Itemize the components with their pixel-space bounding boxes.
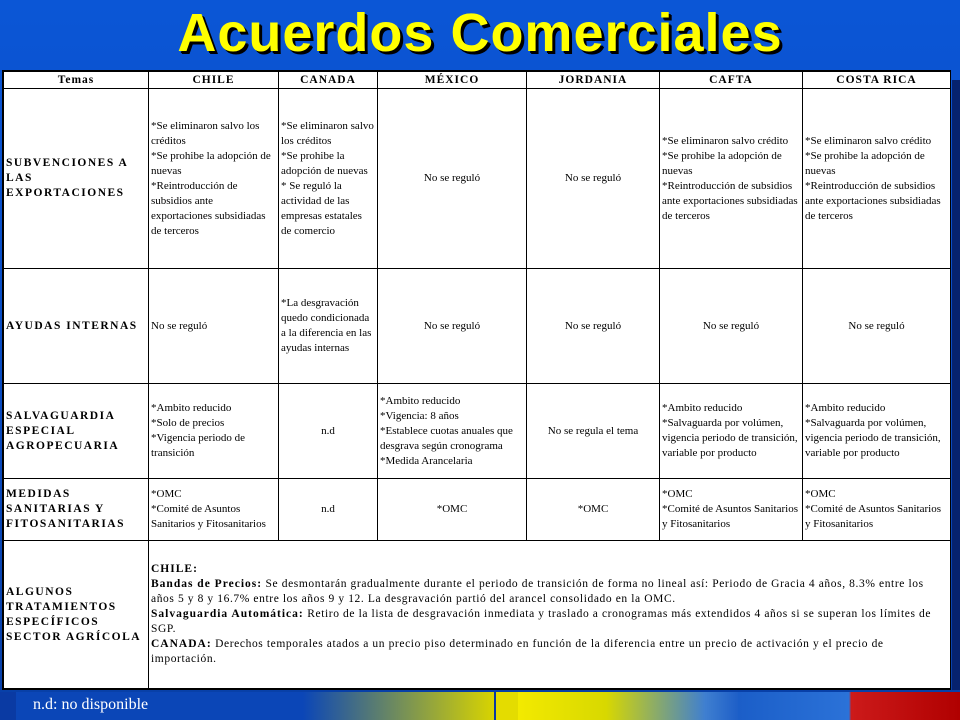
table-cell: No se reguló [149,269,279,384]
table-cell: *Ambito reducido *Salvaguarda por volúmen, vigencia periodo de transición, variable por producto [803,384,951,479]
table-cell: *Se eliminaron salvo los créditos *Se prohibe la adopción de nuevas *Reintroducción de subsidios ante exportaciones subsidiadas de terceros [149,89,279,269]
table-row [4,89,951,269]
row-topic: ALGUNOS TRATAMIENTOS ESPECÍFICOS SECTOR AGRÍCOLA [4,541,149,689]
table-cell: *OMC *Comité de Asuntos Sanitarios y Fitosanitarios [660,479,803,541]
table-cell: *OMC *Comité de Asuntos Sanitarios y Fitosanitarios [803,479,951,541]
table-row [4,384,951,479]
table-cell: *Ambito reducido *Solo de precios *Vigencia periodo de transición [149,384,279,479]
slide-title: Acuerdos Comerciales [177,3,783,63]
right-decor-bar [952,80,960,690]
canada-text: Derechos temporales atados a un precio piso determinado en función de la diferencia entre un precio de activación y el precio de importación. [151,638,884,665]
table-cell: *Se eliminaron salvo crédito *Se prohibe la adopción de nuevas *Reintroducción de subsidios ante exportaciones subsidiadas de terceros [660,89,803,269]
row-topic: AYUDAS INTERNAS [4,269,149,384]
table-row [4,269,951,384]
table-cell: *OMC [527,479,660,541]
header-costa-rica: COSTA RICA [803,72,951,89]
table-cell: No se reguló [378,269,527,384]
table-cell: *La desgravación quedo condicionada a la diferencia en las ayudas internas [279,269,378,384]
header-jordania: JORDANIA [527,72,660,89]
header-mexico: MÉXICO [378,72,527,89]
table-cell: n.d [279,384,378,479]
comparison-table [3,71,951,689]
bandas-text: Se desmontarán gradualmente durante el periodo de transición de forma no lineal así: Periodo de Gracia 4 años, 8.3% entre los años 5 y 8 y 16.7% entre los años 9 y 12. La desgravación partió del arancel consolidado en la OMC. [151,578,924,605]
table-cell: *Ambito reducido *Vigencia: 8 años *Establece cuotas anuales que desgrava según cronograma *Medida Arancelaria [378,384,527,479]
table-cell: No se reguló [660,269,803,384]
table-cell: *Ambito reducido *Salvaguarda por volúmen, vigencia periodo de transición, variable por producto [660,384,803,479]
table-cell: n.d [279,479,378,541]
bandas-label: Bandas de Precios: [151,578,263,590]
special-treatment-cell [149,541,951,689]
table-cell: No se reguló [527,269,660,384]
salvaguardia-text: Retiro de la lista de desgravación inmediata y traslado a cronogramas más extendidos 4 años si se superan los límites de SGP. [151,608,932,635]
header-canada: CANADA [279,72,378,89]
table-cell: No se regula el tema [527,384,660,479]
footnote: n.d: no disponible [33,696,149,713]
row-topic: SUBVENCIONES A LAS EXPORTACIONES [4,89,149,269]
row-topic: SALVAGUARDIA ESPECIAL AGROPECUARIA [4,384,149,479]
table-cell: *Se eliminaron salvo crédito *Se prohibe la adopción de nuevas *Reintroducción de subsidios ante exportaciones subsidiadas de terceros [803,89,951,269]
header-chile: CHILE [149,72,279,89]
table-cell: *OMC *Comité de Asuntos Sanitarios y Fitosanitarios [149,479,279,541]
canada-label: CANADA: [151,638,212,650]
header-cafta: CAFTA [660,72,803,89]
table-cell: *OMC [378,479,527,541]
comparison-table-container [2,70,951,690]
table-cell: No se reguló [803,269,951,384]
header-temas: Temas [4,72,149,89]
table-cell: No se reguló [527,89,660,269]
table-cell: *Se eliminaron salvo los créditos *Se prohibe la adopción de nuevas * Se reguló la actividad de las empresas estatales de comercio [279,89,378,269]
chile-label: CHILE: [151,563,198,575]
table-cell: No se reguló [378,89,527,269]
row-topic: MEDIDAS SANITARIAS Y FITOSANITARIAS [4,479,149,541]
header-row [4,72,951,89]
table-row [4,479,951,541]
salvaguardia-label: Salvaguardia Automática: [151,608,304,620]
special-row [4,541,951,689]
